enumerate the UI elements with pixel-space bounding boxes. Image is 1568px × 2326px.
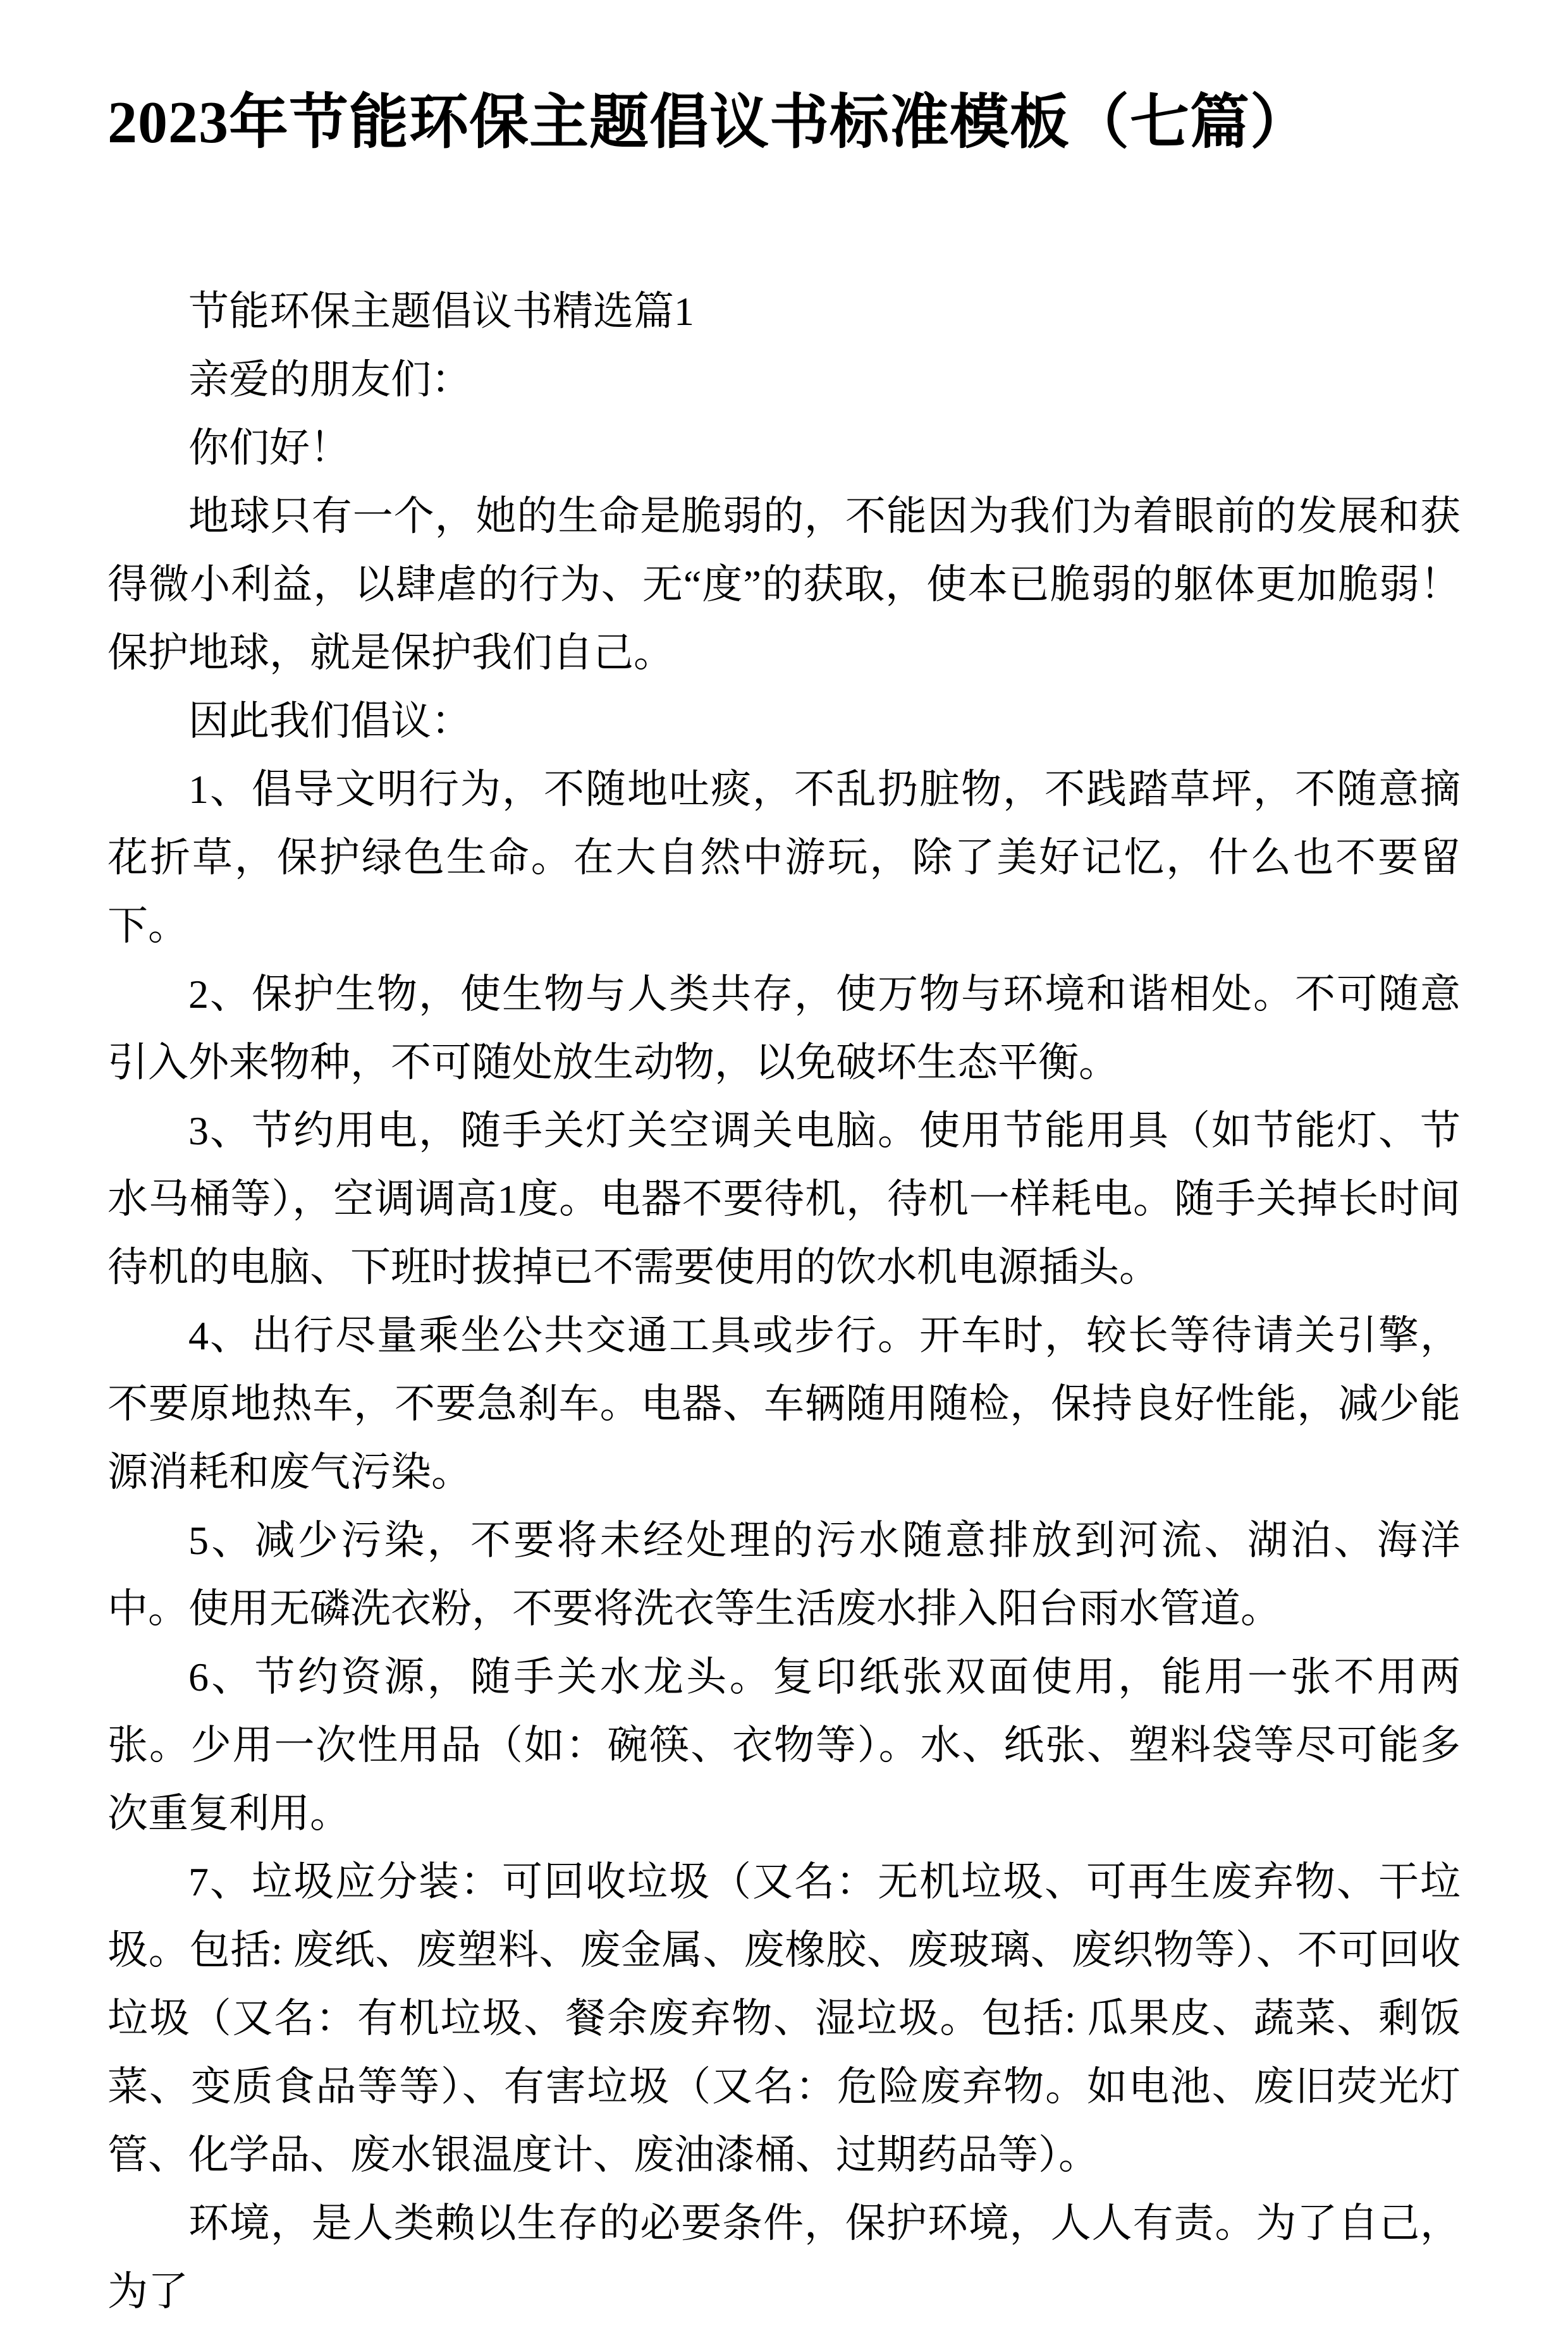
- document-title: 2023年节能环保主题倡议书标准模板（七篇）: [107, 90, 1311, 156]
- body-paragraph: 4、出行尽量乘坐公共交通工具或步行。开车时，较长等待请关引擎，不要原地热车，不要急刹车。电器、车辆随用随检，保持良好性能，减少能源消耗和废气污染。: [107, 1313, 1461, 1495]
- body-paragraph: 亲爱的朋友们：: [188, 357, 472, 402]
- document-body: [107, 278, 1461, 2326]
- body-paragraph: 节能环保主题倡议书精选篇1: [188, 288, 694, 334]
- body-paragraph: 7、垃圾应分装：可回收垃圾（又名：无机垃圾、可再生废弃物、干垃圾。包括: 废纸、废塑料、废金属、废橡胶、废玻璃、废织物等）、不可回收垃圾（又名：有机垃圾、餐余废弃物、湿垃圾。包括: 瓜果皮、蔬菜、剩饭菜、变质食品等等）、有害垃圾（又名：危险废弃物。如电池、废旧荧光灯管、化学品、废水银温度计、废油漆桶、过期药品等）。: [107, 1859, 1461, 2177]
- body-paragraph: 地球只有一个，她的生命是脆弱的，不能因为我们为着眼前的发展和获得微小利益，以肆虐的行为、无“度”的获取，使本已脆弱的躯体更加脆弱！保护地球，就是保护我们自己。: [107, 493, 1461, 675]
- body-paragraph: 2、保护生物，使生物与人类共存，使万物与环境和谐相处。不可随意引入外来物种，不可随处放生动物，以免破坏生态平衡。: [107, 971, 1461, 1085]
- body-paragraph: 因此我们倡议：: [188, 698, 472, 744]
- body-paragraph: 6、节约资源，随手关水龙头。复印纸张双面使用，能用一张不用两张。少用一次性用品（如：碗筷、衣物等）。水、纸张、塑料袋等尽可能多次重复利用。: [107, 1654, 1461, 1836]
- body-paragraph: 3、节约用电，随手关灯关空调关电脑。使用节能用具（如节能灯、节水马桶等），空调调高1度。电器不要待机，待机一样耗电。随手关掉长时间待机的电脑、下班时拔掉已不需要使用的饮水机电源插头。: [107, 1108, 1461, 1290]
- body-paragraph: 1、倡导文明行为，不随地吐痰，不乱扔脏物，不践踏草坪，不随意摘花折草，保护绿色生命。在大自然中游玩，除了美好记忆，什么也不要留下。: [107, 766, 1461, 948]
- body-paragraph: 环境，是人类赖以生存的必要条件，保护环境，人人有责。为了自己，为了: [107, 2200, 1461, 2314]
- body-paragraph: 你们好！: [188, 425, 350, 470]
- body-paragraph: 5、减少污染，不要将未经处理的污水随意排放到河流、湖泊、海洋中。使用无磷洗衣粉，不要将洗衣等生活废水排入阳台雨水管道。: [107, 1517, 1461, 1631]
